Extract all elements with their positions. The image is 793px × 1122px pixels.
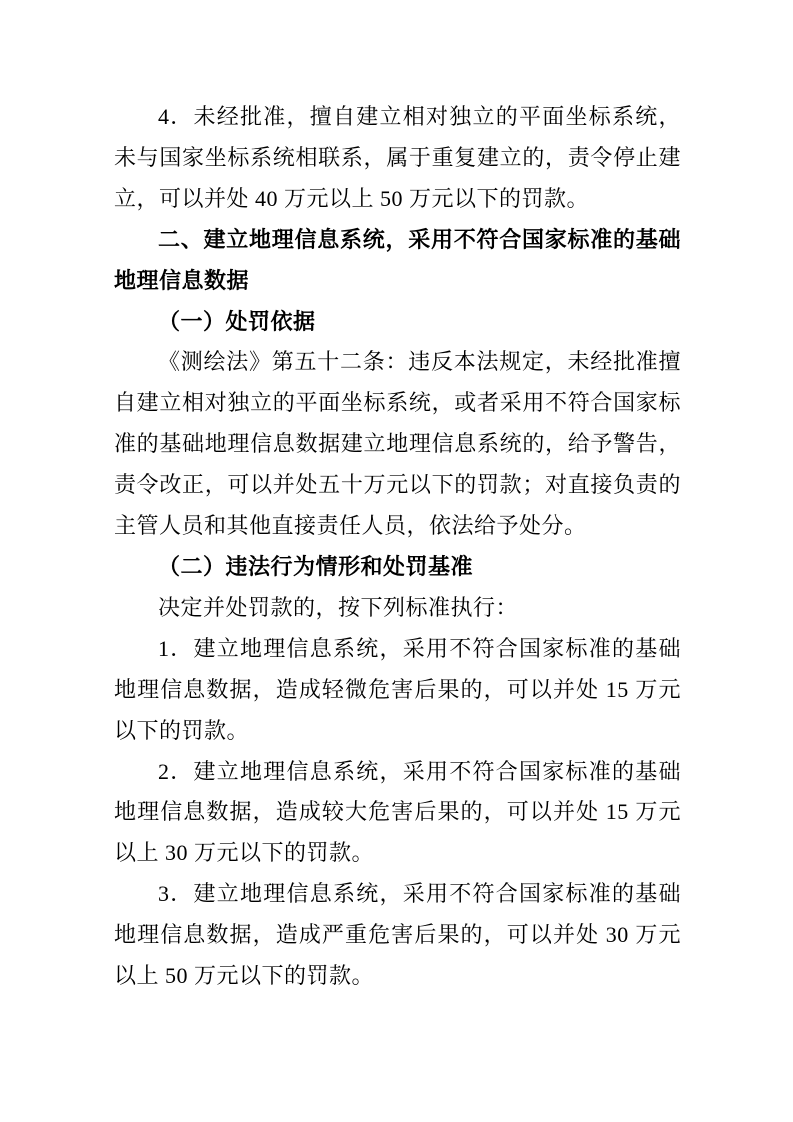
paragraph-item-2-larger-harm: 2．建立地理信息系统，采用不符合国家标准的基础地理信息数据，造成较大危害后果的，可以并处 15 万元以上 30 万元以下的罚款。 <box>114 758 681 866</box>
section-heading-2-gis-nonstandard-data: 二、建立地理信息系统，采用不符合国家标准的基础地理信息数据 <box>114 226 681 293</box>
paragraph-standards-intro: 决定并处罚款的，按下列标准执行： <box>158 594 519 620</box>
paragraph-item-3-serious-harm: 3．建立地理信息系统，采用不符合国家标准的基础地理信息数据，造成严重危害后果的，可以并处 30 万元以上 50 万元以下的罚款。 <box>114 881 681 989</box>
paragraph-law-article-52: 《测绘法》第五十二条：违反本法规定，未经批准擅自建立相对独立的平面坐标系统，或者采用不符合国家标准的基础地理信息数据建立地理信息系统的，给予警告，责令改正，可以并处五十万元以下的罚款；对直接负责的主管人员和其他直接责任人员，依法给予处分。 <box>114 349 681 539</box>
subsection-heading-penalty-basis: （一）处罚依据 <box>158 308 316 334</box>
paragraph-item-4-coordinate-system: 4．未经批准，擅自建立相对独立的平面坐标系统，未与国家坐标系统相联系，属于重复建立的，责令停止建立，可以并处 40 万元以上 50 万元以下的罚款。 <box>114 104 681 211</box>
subsection-heading-violation-and-penalty-standards: （二）违法行为情形和处罚基准 <box>158 553 474 579</box>
paragraph-item-1-minor-harm: 1．建立地理信息系统，采用不符合国家标准的基础地理信息数据，造成轻微危害后果的，可以并处 15 万元以下的罚款。 <box>114 635 681 743</box>
